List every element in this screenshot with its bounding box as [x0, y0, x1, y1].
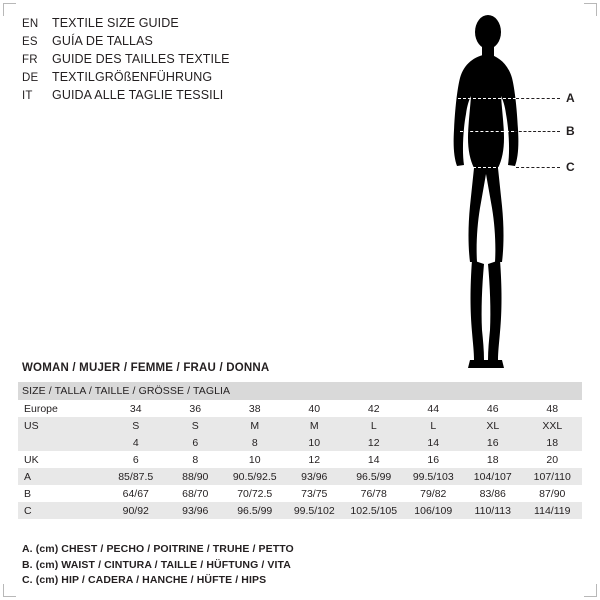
- cell: XL: [463, 417, 523, 434]
- cell: S: [166, 417, 226, 434]
- title-row-fr: [22, 52, 352, 70]
- cell: 40: [285, 400, 345, 417]
- cell: 14: [344, 451, 404, 468]
- title-lang-it: IT: [22, 90, 33, 102]
- title-text-en: TEXTILE SIZE GUIDE: [52, 16, 179, 30]
- size-table: [18, 382, 582, 519]
- cell: 85/87.5: [106, 468, 166, 485]
- cell: 64/67: [106, 485, 166, 502]
- measure-label-c: C: [566, 160, 575, 174]
- section-label-woman: WOMAN / MUJER / FEMME / FRAU / DONNA: [22, 362, 270, 374]
- cell: 106/109: [404, 502, 464, 519]
- cell: S: [106, 417, 166, 434]
- cell: 36: [166, 400, 226, 417]
- cell: 38: [225, 400, 285, 417]
- cell: 76/78: [344, 485, 404, 502]
- cell: 44: [404, 400, 464, 417]
- table-header-label: SIZE / TALLA / TAILLE / GRÖSSE / TAGLIA: [18, 382, 582, 400]
- title-row-en: [22, 16, 352, 34]
- title-lang-en: EN: [22, 18, 39, 30]
- cell: 6: [106, 451, 166, 468]
- cell: 96.5/99: [344, 468, 404, 485]
- table-row: [18, 468, 582, 485]
- cell: 90/92: [106, 502, 166, 519]
- cell: 87/90: [523, 485, 583, 502]
- cell: XXL: [523, 417, 583, 434]
- cell: L: [344, 417, 404, 434]
- size-table-wrapper: [18, 382, 582, 519]
- body-figure: [430, 10, 590, 370]
- title-text-it: GUIDA ALLE TAGLIE TESSILI: [52, 88, 224, 102]
- footnote-c: C. (cm) HIP / CADERA / HANCHE / HÜFTE / HIPS: [22, 574, 267, 586]
- cell: 99.5/102: [285, 502, 345, 519]
- row-label-c: C: [18, 502, 106, 519]
- footnotes: [22, 542, 542, 589]
- measure-line-b-inner: [460, 131, 514, 132]
- cell: 83/86: [463, 485, 523, 502]
- cell: 107/110: [523, 468, 583, 485]
- cell: 93/96: [285, 468, 345, 485]
- cell: 88/90: [166, 468, 226, 485]
- cell: 90.5/92.5: [225, 468, 285, 485]
- cell: 104/107: [463, 468, 523, 485]
- table-row: [18, 417, 582, 434]
- title-text-es: GUÍA DE TALLAS: [52, 34, 153, 48]
- table-row: [18, 485, 582, 502]
- row-label-uk: UK: [18, 451, 106, 468]
- cell: 79/82: [404, 485, 464, 502]
- cell: 70/72.5: [225, 485, 285, 502]
- cell: 93/96: [166, 502, 226, 519]
- measure-line-c-inner: [458, 167, 516, 168]
- table-row: [18, 502, 582, 519]
- cell: 14: [404, 434, 464, 451]
- cell: 48: [523, 400, 583, 417]
- cell: M: [285, 417, 345, 434]
- row-label-us: US: [18, 417, 106, 434]
- table-row: [18, 451, 582, 468]
- title-row-de: [22, 70, 352, 88]
- cell: 12: [344, 434, 404, 451]
- cell: 6: [166, 434, 226, 451]
- cell: 8: [225, 434, 285, 451]
- cell: 110/113: [463, 502, 523, 519]
- cell: 20: [523, 451, 583, 468]
- title-lang-es: ES: [22, 36, 38, 48]
- female-silhouette-icon: [430, 10, 590, 370]
- cell: M: [225, 417, 285, 434]
- title-row-it: [22, 88, 352, 106]
- cell: 68/70: [166, 485, 226, 502]
- cell: L: [404, 417, 464, 434]
- row-label-europe: Europe: [18, 400, 106, 417]
- title-lang-de: DE: [22, 72, 39, 84]
- cell: 42: [344, 400, 404, 417]
- cell: 16: [463, 434, 523, 451]
- row-label-b: B: [18, 485, 106, 502]
- cell: 16: [404, 451, 464, 468]
- cell: 18: [523, 434, 583, 451]
- title-lang-fr: FR: [22, 54, 38, 66]
- cell: 12: [285, 451, 345, 468]
- measure-line-c-outer: [516, 167, 560, 168]
- cell: 8: [166, 451, 226, 468]
- footnote-a: A. (cm) CHEST / PECHO / POITRINE / TRUHE / PETTO: [22, 543, 294, 555]
- cell: 99.5/103: [404, 468, 464, 485]
- measure-label-a: A: [566, 91, 575, 105]
- cell: 10: [225, 451, 285, 468]
- measure-line-a-outer: [516, 98, 560, 99]
- measure-line-a-inner: [458, 98, 516, 99]
- cell: 102.5/105: [344, 502, 404, 519]
- footnote-b: B. (cm) WAIST / CINTURA / TAILLE / HÜFTUNG / VITA: [22, 558, 291, 571]
- corner-mark-bottom-right: [584, 584, 597, 597]
- measure-line-b-outer: [514, 131, 560, 132]
- cell: 73/75: [285, 485, 345, 502]
- cell: 10: [285, 434, 345, 451]
- table-header-row: [18, 382, 582, 400]
- table-row: [18, 434, 582, 451]
- row-label-a: A: [18, 468, 106, 485]
- cell: 18: [463, 451, 523, 468]
- cell: 96.5/99: [225, 502, 285, 519]
- title-text-de: TEXTILGRÖßENFÜHRUNG: [52, 70, 213, 84]
- measure-label-b: B: [566, 124, 575, 138]
- cell: 114/119: [523, 502, 583, 519]
- cell: 46: [463, 400, 523, 417]
- corner-mark-bottom-left: [3, 584, 16, 597]
- corner-mark-top-left: [3, 3, 16, 16]
- title-text-fr: GUIDE DES TAILLES TEXTILE: [52, 52, 230, 66]
- table-row: [18, 400, 582, 417]
- cell: 4: [106, 434, 166, 451]
- cell: 34: [106, 400, 166, 417]
- row-label-us-numeric: [18, 434, 106, 451]
- title-block: [22, 16, 352, 106]
- title-row-es: [22, 34, 352, 52]
